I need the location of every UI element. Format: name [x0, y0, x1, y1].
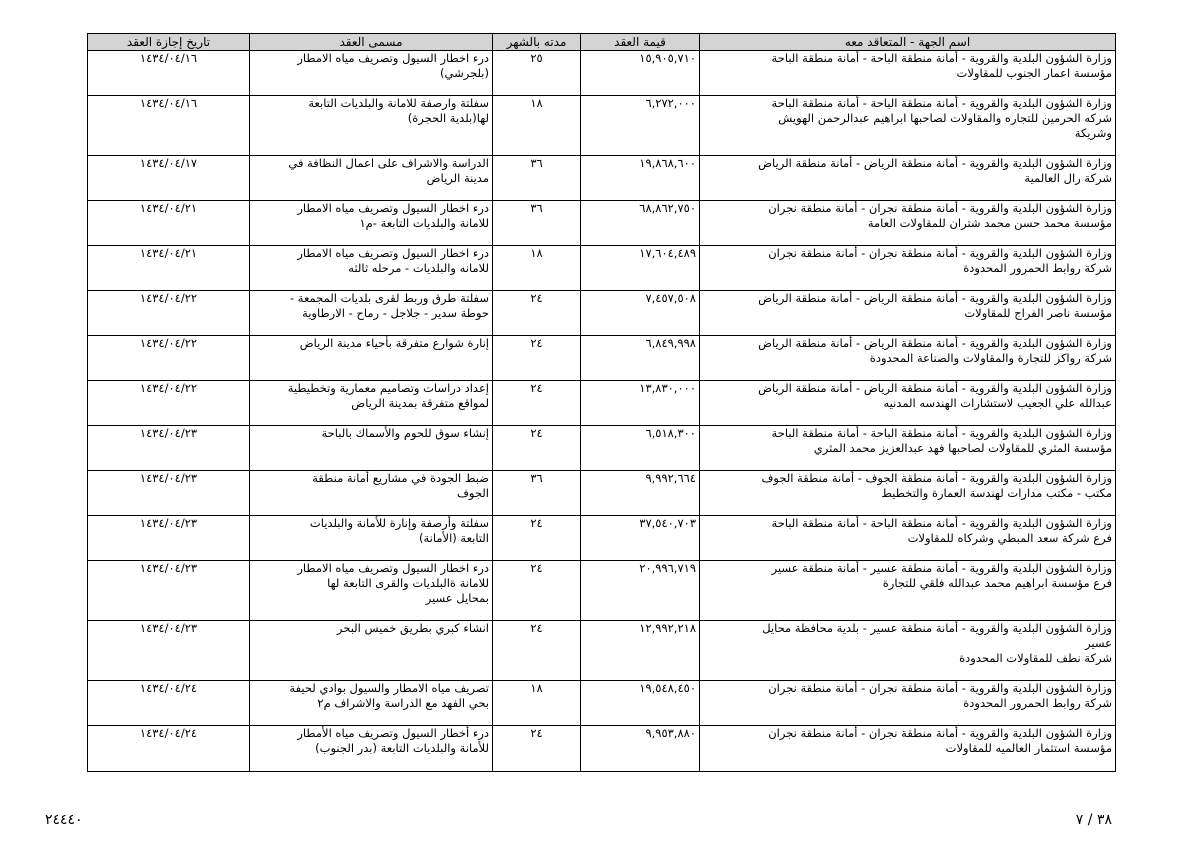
cell-value: [581, 726, 700, 772]
cell-title: [250, 156, 493, 201]
cell-date-line: ١٤٣٤/٠٤/٢١: [139, 201, 198, 215]
cell-party-line: مؤسسة استثمار العالميه للمقاولات: [945, 741, 1112, 755]
cell-value-line: ٦٨,٨٦٢,٧٥٠: [639, 201, 696, 215]
cell-duration: [493, 336, 581, 381]
cell-duration-line: ٢٤: [530, 336, 543, 350]
cell-title-line: إعداد دراسات وتصاميم معمارية وتخطيطية: [287, 381, 489, 395]
cell-title-line: إنارة شوارع متفرقة بأحياء مدينة الرياض: [299, 336, 489, 350]
cell-title-line: تصريف مياه الامطار والسيول بوادي لحيفة: [289, 681, 489, 695]
cell-value: [581, 336, 700, 381]
table-row: [88, 426, 1116, 471]
cell-date: [88, 336, 250, 381]
cell-duration-line: ٢٤: [530, 426, 543, 440]
cell-duration-line: ٢٤: [530, 291, 543, 305]
cell-party: [700, 621, 1116, 681]
cell-duration: [493, 681, 581, 726]
cell-party: [700, 156, 1116, 201]
cell-party: [700, 291, 1116, 336]
cell-duration-line: ٢٤: [530, 381, 543, 395]
cell-title-line: درء اخطار السيول وتصريف مياه الامطار: [297, 51, 489, 65]
cell-party-line: شركة روابط الحمرور المحدودة: [963, 261, 1112, 275]
table-row: [88, 51, 1116, 96]
cell-title: [250, 51, 493, 96]
cell-duration: [493, 516, 581, 561]
cell-date-line: ١٤٣٤/٠٤/٢٣: [139, 516, 198, 530]
cell-party-line: فرع شركة سعد المبطي وشركاه للمقاولات: [907, 531, 1112, 545]
cell-title: [250, 516, 493, 561]
cell-duration: [493, 381, 581, 426]
cell-duration-line: ٢٤: [530, 621, 543, 635]
table-row: [88, 471, 1116, 516]
cell-date-line: ١٤٣٤/٠٤/٢٢: [139, 291, 198, 305]
cell-title-line: سفلتة وأرصفة وإنارة للأمانة والبلديات: [309, 516, 489, 530]
cell-party: [700, 51, 1116, 96]
cell-party-line: وزارة الشؤون البلدية والقروية - أمانة منطقة الباحة - أمانة منطقة الباحة: [771, 516, 1112, 530]
cell-value: [581, 96, 700, 156]
cell-party: [700, 561, 1116, 621]
cell-date-line: ١٤٣٤/٠٤/١٦: [139, 96, 198, 110]
header-duration: مدته بالشهر: [493, 34, 581, 51]
cell-duration: [493, 561, 581, 621]
cell-party-line: شركة نطف للمقاولات المحدودة: [959, 651, 1112, 665]
cell-value: [581, 51, 700, 96]
cell-date: [88, 201, 250, 246]
cell-party-line: عبدالله علي الجعيب لاستشارات الهندسه المدنيه: [883, 396, 1112, 410]
cell-party-line: وزارة الشؤون البلدية والقروية - أمانة منطقة الرياض - أمانة منطقة الرياض: [758, 156, 1112, 170]
cell-value: [581, 516, 700, 561]
cell-date-line: ١٤٣٤/٠٤/٢٢: [139, 336, 198, 350]
cell-party: [700, 336, 1116, 381]
cell-party-line: وشريكة: [1074, 126, 1112, 140]
cell-party-line: وزارة الشؤون البلدية والقروية - أمانة منطقة عسير - أمانة منطقة عسير: [771, 561, 1112, 575]
cell-value-line: ١٩,٨٦٨,٦٠٠: [639, 156, 696, 170]
cell-value-line: ٩,٩٩٢,٦٦٤: [645, 471, 696, 485]
cell-duration: [493, 246, 581, 291]
cell-value-line: ٦,٢٧٢,٠٠٠: [645, 96, 696, 110]
cell-date: [88, 51, 250, 96]
cell-duration-line: ٢٤: [530, 516, 543, 530]
cell-duration: [493, 51, 581, 96]
cell-party-line: شركة روابط الحمرور المحدودة: [963, 696, 1112, 710]
cell-value: [581, 561, 700, 621]
cell-party-line: وزارة الشؤون البلدية والقروية - أمانة منطقة الرياض - أمانة منطقة الرياض: [758, 381, 1112, 395]
cell-title-line: للامانه والبلديات - مرحله ثالثه: [348, 261, 489, 275]
cell-title: [250, 291, 493, 336]
table-row: [88, 516, 1116, 561]
cell-duration-line: ١٨: [530, 681, 543, 695]
cell-party-line: شركه الحرمين للتجاره والمقاولات لصاحبها ابراهيم عبدالرحمن الهويش: [778, 111, 1112, 125]
cell-title-line: لمواقع متفرقة بمدينة الرياض: [351, 396, 489, 410]
cell-date: [88, 156, 250, 201]
cell-party: [700, 381, 1116, 426]
cell-duration-line: ١٨: [530, 96, 543, 110]
cell-title-line: سفلتة وارصفة للامانة والبلديات التابعة: [308, 96, 489, 110]
cell-title-line: الجوف: [457, 486, 489, 500]
cell-title-line: مدينة الرياض: [426, 171, 489, 185]
cell-date: [88, 426, 250, 471]
cell-title-line: انشاء كبري بطريق خميس البحر: [336, 621, 489, 635]
cell-title-line: بمحايل عسير: [425, 591, 489, 605]
table-row: [88, 156, 1116, 201]
cell-value-line: ٦,٥١٨,٣٠٠: [645, 426, 696, 440]
cell-party: [700, 426, 1116, 471]
cell-party: [700, 96, 1116, 156]
cell-date-line: ١٤٣٤/٠٤/١٧: [139, 156, 198, 170]
cell-value-line: ٧,٤٥٧,٥٠٨: [645, 291, 696, 305]
cell-date: [88, 621, 250, 681]
cell-value-line: ٦,٨٤٩,٩٩٨: [645, 336, 696, 350]
cell-date-line: ١٤٣٤/٠٤/٢٣: [139, 471, 198, 485]
table-row: [88, 681, 1116, 726]
header-title: مسمى العقد: [250, 34, 493, 51]
cell-party-line: وزارة الشؤون البلدية والقروية - أمانة منطقة الباحة - أمانة منطقة الباحة: [771, 96, 1112, 110]
cell-party-line: وزارة الشؤون البلدية والقروية - أمانة منطقة الرياض - أمانة منطقة الرياض: [758, 291, 1112, 305]
table-row: [88, 381, 1116, 426]
cell-party-line: وزارة الشؤون البلدية والقروية - أمانة منطقة نجران - أمانة منطقة نجران: [768, 246, 1112, 260]
cell-title-line: للأمانة والبلديات التابعة (بدر الجنوب): [315, 741, 489, 755]
cell-title: [250, 726, 493, 772]
cell-date-line: ١٤٣٤/٠٤/٢٣: [139, 426, 198, 440]
cell-date: [88, 516, 250, 561]
table-row: [88, 201, 1116, 246]
cell-value-line: ١٩,٥٤٨,٤٥٠: [639, 681, 696, 695]
cell-duration: [493, 201, 581, 246]
cell-date-line: ١٤٣٤/٠٤/٢٤: [139, 681, 198, 695]
cell-value: [581, 681, 700, 726]
cell-title-line: درء أخطار السيول وتصريف مياه الأمطار: [297, 726, 489, 740]
cell-duration: [493, 426, 581, 471]
cell-title: [250, 471, 493, 516]
cell-title-line: ضبط الجودة في مشاريع أمانة منطقة: [312, 471, 489, 485]
cell-date: [88, 471, 250, 516]
cell-duration-line: ٢٤: [530, 561, 543, 575]
cell-value: [581, 201, 700, 246]
cell-title: [250, 96, 493, 156]
cell-party: [700, 681, 1116, 726]
cell-date-line: ١٤٣٤/٠٤/١٦: [139, 51, 198, 65]
cell-value-line: ٢٠,٩٩٦,٧١٩: [639, 561, 696, 575]
cell-date: [88, 681, 250, 726]
cell-duration: [493, 471, 581, 516]
cell-value: [581, 621, 700, 681]
cell-duration-line: ٢٥: [530, 51, 543, 65]
cell-party-line: شركة رال العالمية: [1024, 171, 1112, 185]
cell-title: [250, 561, 493, 621]
cell-value-line: ١٣,٨٣٠,٠٠٠: [639, 381, 696, 395]
table-row: [88, 561, 1116, 621]
cell-title-line: درء اخطار السيول وتصريف مياه الامطار: [297, 201, 489, 215]
cell-party-line: وزارة الشؤون البلدية والقروية - أمانة منطقة الباحة - أمانة منطقة الباحة: [771, 51, 1112, 65]
cell-date-line: ١٤٣٤/٠٤/٢٣: [139, 621, 198, 635]
cell-value: [581, 156, 700, 201]
cell-date: [88, 726, 250, 772]
cell-title-line: التابعة (الأمانة): [419, 531, 489, 545]
cell-title-line: إنشاء سوق للحوم والأسماك بالباحة: [321, 426, 489, 440]
cell-title-line: الدراسة والاشراف على اعمال النظافة في: [288, 156, 489, 170]
cell-title: [250, 246, 493, 291]
cell-party: [700, 726, 1116, 772]
cell-title: [250, 381, 493, 426]
cell-value-line: ٣٧,٥٤٠,٧٠٣: [639, 516, 696, 530]
cell-date: [88, 246, 250, 291]
header-party: اسم الجهة - المتعاقد معه: [700, 34, 1116, 51]
table-row: [88, 96, 1116, 156]
header-value: قيمة العقد: [581, 34, 700, 51]
cell-title-line: بحي الفهد مع الدراسة والاشراف م٢: [317, 696, 489, 710]
cell-date: [88, 381, 250, 426]
table-header-row: [88, 34, 1116, 51]
cell-title-line: (بلجرشي): [440, 66, 489, 80]
cell-party-line: مؤسسة ناصر الفراج للمقاولات: [964, 306, 1112, 320]
table-row: [88, 291, 1116, 336]
table-row: [88, 621, 1116, 681]
cell-title-line: حوطة سدير - جلاجل - رماح - الارطاوية: [302, 306, 489, 320]
cell-party-line: شركة رواكز للتجارة والمقاولات والصناعة المحدودة: [869, 351, 1112, 365]
cell-title-line: للامانة ةالبلديات والقرى التابعة لها: [327, 576, 489, 590]
table-row: [88, 246, 1116, 291]
cell-party-line: وزارة الشؤون البلدية والقروية - أمانة منطقة نجران - أمانة منطقة نجران: [768, 201, 1112, 215]
cell-value: [581, 291, 700, 336]
cell-value: [581, 426, 700, 471]
cell-party: [700, 471, 1116, 516]
cell-duration-line: ٣٦: [530, 156, 543, 170]
cell-value: [581, 246, 700, 291]
cell-date-line: ١٤٣٤/٠٤/٢٣: [139, 561, 198, 575]
cell-value: [581, 381, 700, 426]
cell-party-line: وزارة الشؤون البلدية والقروية - أمانة منطقة عسير - بلدية محافظة محايل: [762, 621, 1112, 635]
cell-party: [700, 516, 1116, 561]
contracts-sheet: [88, 33, 1116, 772]
cell-value-line: ٩,٩٥٣,٨٨٠: [645, 726, 696, 740]
header-date: تاريخ إجازة العقد: [88, 34, 250, 51]
cell-party-line: مؤسسة المثري للمقاولات لصاحبها فهد عبدالعزيز محمد المثري: [813, 441, 1112, 455]
cell-party-line: مؤسسة محمد حسن محمد شتران للمقاولات العامة: [867, 216, 1112, 230]
cell-date-line: ١٤٣٤/٠٤/٢٤: [139, 726, 198, 740]
cell-party: [700, 201, 1116, 246]
cell-title: [250, 336, 493, 381]
cell-title: [250, 201, 493, 246]
cell-title-line: درء اخطار السيول وتصريف مياه الامطار: [297, 561, 489, 575]
cell-party-line: مؤسسة اعمار الجنوب للمقاولات: [956, 66, 1112, 80]
cell-party-line: عسير: [1085, 636, 1112, 650]
table-row: [88, 336, 1116, 381]
cell-party-line: مكتب - مكتب مدارات لهندسة العمارة والتخطيط: [881, 486, 1112, 500]
cell-party-line: وزارة الشؤون البلدية والقروية - أمانة منطقة الرياض - أمانة منطقة الرياض: [758, 336, 1112, 350]
cell-date: [88, 561, 250, 621]
cell-title-line: سفلتة طرق وربط لقرى بلديات المجمعة -: [290, 291, 489, 305]
cell-value-line: ١٥,٩٠٥,٧١٠: [639, 51, 696, 65]
cell-party-line: وزارة الشؤون البلدية والقروية - أمانة منطقة نجران - أمانة منطقة نجران: [768, 681, 1112, 695]
document-code: ٢٤٤٤٠: [45, 812, 83, 828]
cell-date-line: ١٤٣٤/٠٤/٢١: [139, 246, 198, 260]
cell-duration: [493, 621, 581, 681]
cell-title-line: لها(بلدية الحجرة): [407, 111, 489, 125]
cell-duration: [493, 156, 581, 201]
contracts-table: [87, 33, 1116, 772]
cell-date: [88, 96, 250, 156]
cell-duration: [493, 726, 581, 772]
cell-duration-line: ٣٦: [530, 471, 543, 485]
cell-date: [88, 291, 250, 336]
cell-duration: [493, 96, 581, 156]
table-row: [88, 726, 1116, 772]
cell-party-line: وزارة الشؤون البلدية والقروية - أمانة منطقة نجران - أمانة منطقة نجران: [768, 726, 1112, 740]
cell-duration-line: ٣٦: [530, 201, 543, 215]
cell-title-line: للامانة والبلديات التابعة -م١: [359, 216, 489, 230]
cell-party-line: فرع مؤسسة ابراهيم محمد عبدالله فلقي للتجارة: [882, 576, 1112, 590]
cell-date-line: ١٤٣٤/٠٤/٢٢: [139, 381, 198, 395]
page-number: ٣٨ / ٧: [1075, 812, 1112, 828]
cell-title: [250, 426, 493, 471]
cell-party-line: وزارة الشؤون البلدية والقروية - أمانة منطقة الباحة - أمانة منطقة الباحة: [771, 426, 1112, 440]
cell-title: [250, 681, 493, 726]
cell-title: [250, 621, 493, 681]
cell-duration-line: ٢٤: [530, 726, 543, 740]
table-body: [88, 51, 1116, 772]
cell-value-line: ١٢,٩٩٢,٢١٨: [639, 621, 696, 635]
cell-duration-line: ١٨: [530, 246, 543, 260]
cell-party: [700, 246, 1116, 291]
cell-duration: [493, 291, 581, 336]
cell-party-line: وزارة الشؤون البلدية والقروية - أمانة منطقة الجوف - أمانة منطقة الجوف: [761, 471, 1112, 485]
cell-value-line: ١٧,٦٠٤,٤٨٩: [639, 246, 696, 260]
cell-value: [581, 471, 700, 516]
cell-title-line: درء اخطار السيول وتصريف مياه الامطار: [297, 246, 489, 260]
